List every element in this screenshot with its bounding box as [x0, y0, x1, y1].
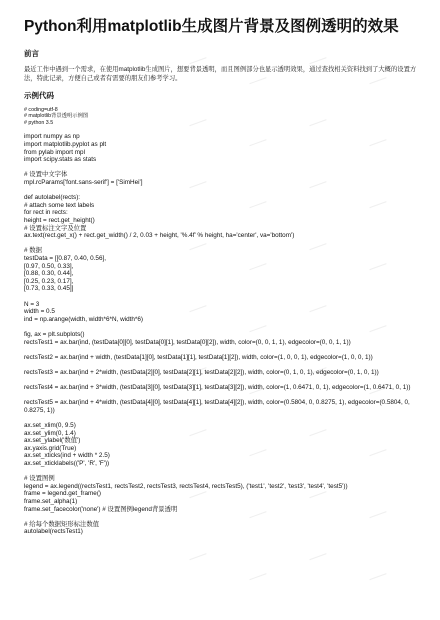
code-line: ax.set_xticklabels(('P', 'R', 'F')) — [24, 460, 110, 468]
code-line: rectsTest4 = ax.bar(ind + 3*width, (testData[3][0], testData[3][1], testData[3][2]), width, color=(1, 0.6471, 0, 1), edgecolor=(1, 0.6471, 0, 1)) — [24, 384, 411, 392]
code-line — [24, 164, 420, 172]
code-line: ax.set_xlim(0, 9.5) — [24, 422, 76, 430]
code-line: import numpy as np — [24, 133, 80, 141]
watermark-mark — [189, 553, 208, 566]
code-line — [24, 126, 420, 134]
code-line: from pylab import mpl — [24, 148, 85, 156]
watermark-mark — [249, 573, 268, 586]
code-line: # coding=utf-8 — [24, 107, 58, 113]
watermark-mark — [369, 573, 388, 586]
code-line — [24, 187, 420, 195]
preface-paragraph: 最近工作中遇到一个需求，在使用matplotlib生成图片，想要背景透明，而且图例部分也显示透明效果，通过查找相关资料找到了大概的设置方法，特此记录，方便自己或者有需要的朋友们参考学习。 — [24, 66, 417, 82]
code-line: [0.73, 0.33, 0.45]] — [24, 285, 74, 293]
code-line: # 给每个数据矩形标注数值 — [24, 520, 100, 528]
code-line: ax.set_ylabel('数值') — [24, 437, 81, 445]
code-line: [0.88, 0.30, 0.44], — [24, 270, 74, 278]
code-line: ax.yaxis.grid(True) — [24, 444, 77, 452]
code-line: autolabel(rectsTest1) — [24, 528, 83, 536]
code-line: for rect in rects: — [24, 209, 68, 217]
code-line: # 设置中文字体 — [24, 171, 68, 179]
code-line: # python 3.5 — [24, 119, 54, 126]
code-line: ax.text(rect.get_x() + rect.get_width() / 2, 0.03 + height, '%.4f' % height, ha='center', va='bottom') — [24, 232, 295, 240]
code-line: ind = np.arange(width, width*6*N, width*6) — [24, 315, 144, 323]
code-line: height = rect.get_height() — [24, 217, 95, 225]
code-line — [24, 293, 420, 301]
code-line — [24, 376, 420, 384]
code-line — [24, 468, 420, 476]
document-page — [24, 14, 420, 536]
code-line: ax.set_xticks(ind + width * 2.5) — [24, 452, 110, 460]
code-line — [24, 414, 420, 422]
code-line: width = 0.5 — [24, 308, 55, 316]
code-line: rectsTest5 = ax.bar(ind + 4*width, (testData[4][0], testData[4][1], testData[4][2]), width, color=(0.5804, 0, 0.8275, 1), edgecolor=(0.5804, 0, 0.8275, 1)) — [24, 399, 412, 414]
code-line: legend = ax.legend((rectsTest1, rectsTest2, rectsTest3, rectsTest4, rectsTest5), ('test1', 'test2', 'test3', 'test4', 'test5')) — [24, 482, 348, 490]
code-line — [24, 323, 420, 331]
code-line — [24, 346, 420, 354]
code-line: def autolabel(rects): — [24, 194, 81, 202]
code-line: frame.set_facecolor('none') # 设置图例legend背景透明 — [24, 505, 178, 513]
code-line: mpl.rcParams['font.sans-serif'] = ['SimHei'] — [24, 179, 143, 187]
code-line: frame = legend.get_frame() — [24, 490, 102, 498]
code-line: frame.set_alpha(1) — [24, 497, 78, 505]
code-line: testData = [[0.87, 0.40, 0.56], — [24, 254, 106, 262]
code-line: fig, ax = plt.subplots() — [24, 330, 85, 338]
code-line: import scipy.stats as stats — [24, 156, 97, 164]
code-line: N = 3 — [24, 300, 40, 308]
code-line: [0.97, 0.50, 0.33], — [24, 262, 74, 270]
code-line: import matplotlib.pyplot as plt — [24, 141, 107, 149]
page-title: Python利用matplotlib生成图片背景及图例透明的效果 — [24, 18, 399, 35]
code-line: # attach some text labels — [24, 201, 95, 209]
watermark-mark — [309, 553, 328, 566]
code-line: [0.25, 0.23, 0.17], — [24, 277, 74, 285]
code-line: # 数据 — [24, 247, 42, 255]
code-line: rectsTest2 = ax.bar(ind + width, (testData[1][0], testData[1][1], testData[1][2]), width, color=(1, 0, 0, 1), edgecolor=(1, 0, 0, 1)) — [24, 353, 373, 361]
code-line: rectsTest1 = ax.bar(ind, (testData[0][0], testData[0][1], testData[0][2]), width, color=(0, 0, 1, 1), edgecolor=(0, 0, 1, 1)) — [24, 338, 351, 346]
code-line: # matplotlib背景透明示例图 — [24, 113, 89, 120]
code-line — [24, 513, 420, 521]
code-line: ax.set_ylim(0, 1.4) — [24, 429, 76, 437]
code-line: # 设置图例 — [24, 475, 55, 483]
code-line — [24, 240, 420, 248]
code-line: # 设置标注文字及位置 — [24, 224, 87, 232]
code-line — [24, 392, 420, 400]
code-line: rectsTest3 = ax.bar(ind + 2*width, (testData[2][0], testData[2][1], testData[2][2]), width, color=(0, 1, 0, 1), edgecolor=(0, 1, 0, 1)) — [24, 368, 379, 376]
preface-heading: 前言 — [24, 49, 39, 58]
code-block — [24, 107, 420, 536]
code-line — [24, 361, 420, 369]
example-code-heading: 示例代码 — [24, 91, 54, 100]
